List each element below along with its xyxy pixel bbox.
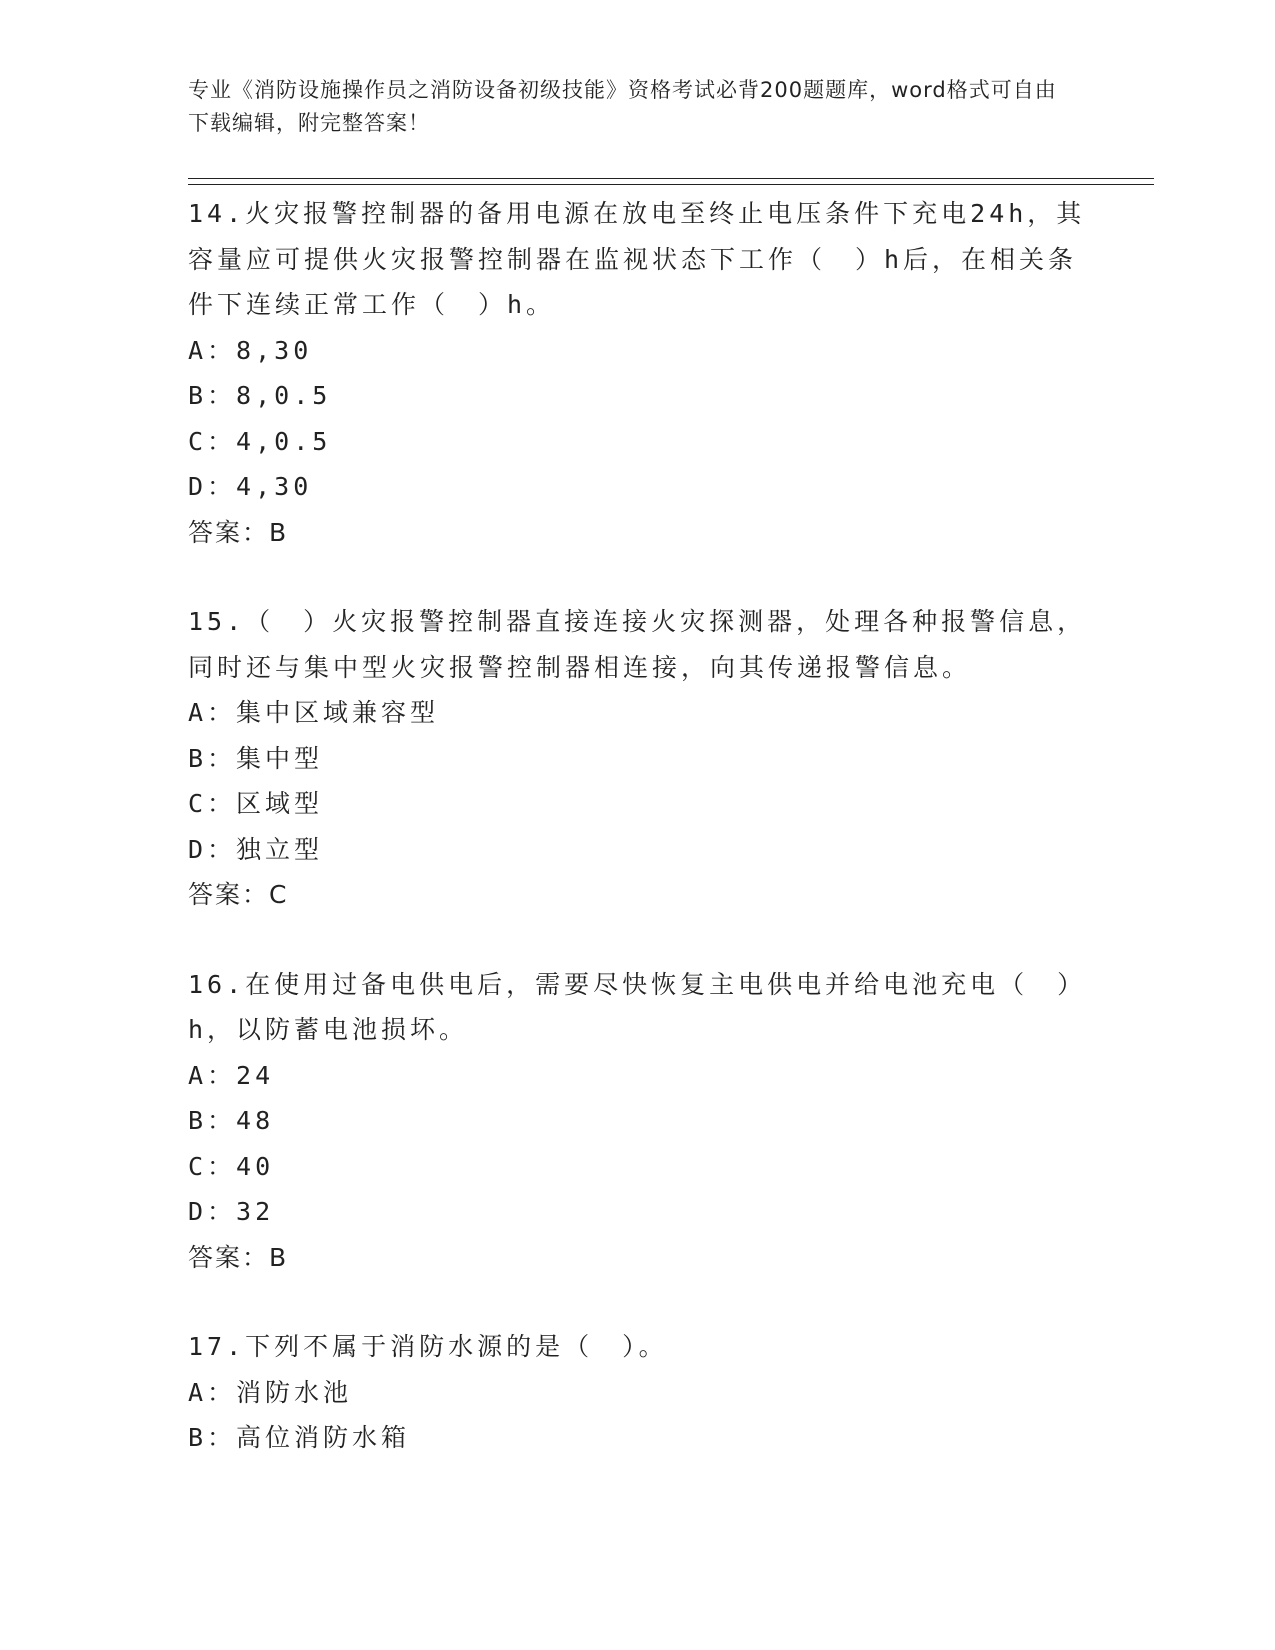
option-d: D：32 [188, 1197, 275, 1226]
question-16 [188, 962, 1088, 1281]
option-b: B：48 [188, 1106, 275, 1135]
document-header: 专业《消防设施操作员之消防设备初级技能》资格考试必背200题题库，word格式可自由下载编辑，附完整答案！ [188, 78, 1057, 135]
option-b: B：8,0.5 [188, 381, 332, 410]
option-c: C：40 [188, 1151, 275, 1181]
answer: 答案：B [188, 517, 289, 547]
question-text: 15.（ ）火灾报警控制器直接连接火灾探测器，处理各种报警信息，同时还与集中型火灾报警控制器相连接，向其传递报警信息。 [188, 607, 1087, 682]
question-text: 14.火灾报警控制器的备用电源在放电至终止电压条件下充电24h，其容量应可提供火灾报警控制器在监视状态下工作（ ）h后，在相关条件下连续正常工作（ ）h。 [188, 199, 1086, 319]
question-text: 16.在使用过备电供电后，需要尽快恢复主电供电并给电池充电（ ）h，以防蓄电池损坏。 [188, 969, 1087, 1044]
answer: 答案：B [188, 1242, 289, 1272]
option-a: A：24 [188, 1060, 275, 1090]
header-divider-top [188, 178, 1154, 179]
option-a: A：消防水池 [188, 1377, 353, 1407]
option-d: D：4,30 [188, 472, 313, 501]
question-text: 17.下列不属于消防水源的是（ ）。 [188, 1332, 668, 1361]
option-b: B：集中型 [188, 743, 324, 773]
header-divider-bottom [188, 184, 1154, 185]
question-17 [188, 1324, 1088, 1461]
answer: 答案：C [188, 880, 289, 909]
option-c: C：区域型 [188, 789, 324, 818]
option-c: C：4,0.5 [188, 426, 332, 456]
question-list [188, 191, 1088, 1461]
question-14 [188, 191, 1088, 555]
option-d: D：独立型 [188, 834, 324, 864]
option-b: B：高位消防水箱 [188, 1423, 411, 1452]
option-a: A：集中区域兼容型 [188, 698, 440, 727]
option-a: A：8,30 [188, 335, 313, 365]
question-15 [188, 599, 1088, 918]
